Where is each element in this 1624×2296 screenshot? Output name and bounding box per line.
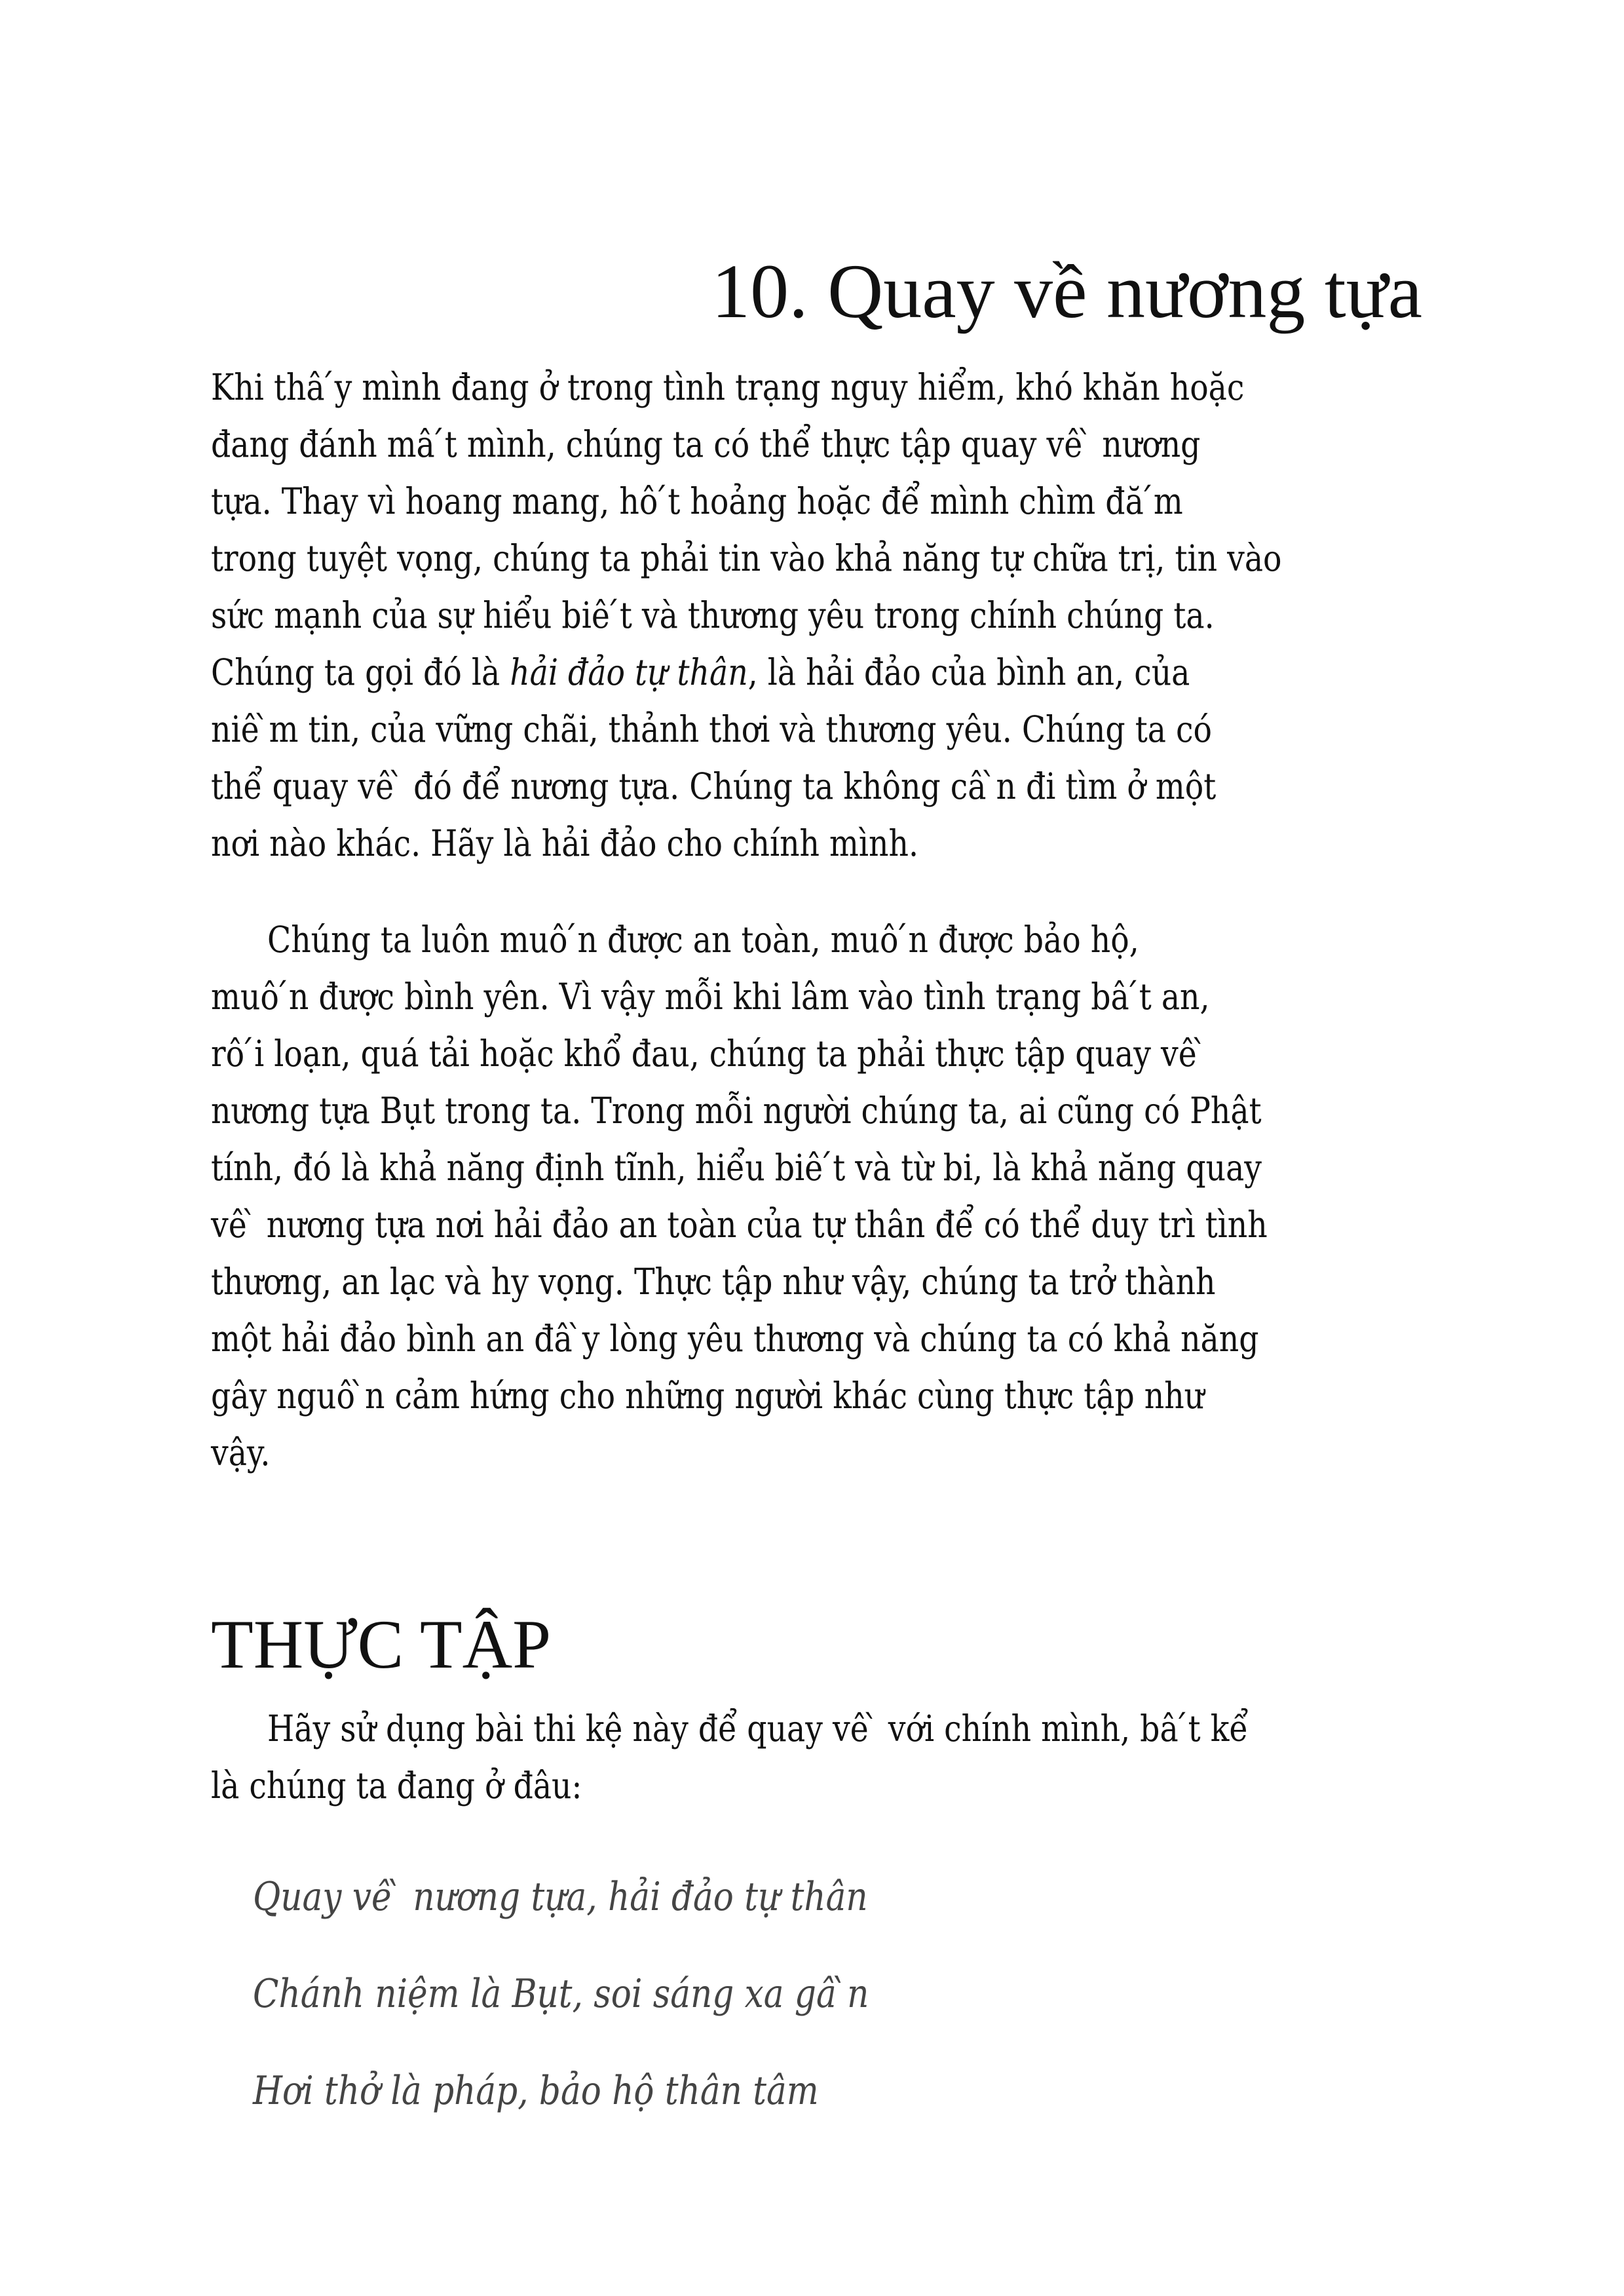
italic-term: hải đảo tự thân	[510, 651, 748, 693]
paragraph-line: một hải đảo bình an đâ ̀y lòng yêu thương và chúng ta có khả năng	[211, 1318, 1259, 1360]
paragraph-line: đang đánh mâ ́t mình, chúng ta có thể thực tập quay vê ̀ nương	[211, 423, 1201, 465]
poem-line: Hơi thở là pháp, bảo hộ thân tâm	[253, 2068, 819, 2114]
paragraph-line: nơi nào khác. Hãy là hải đảo cho chính mình.	[211, 822, 919, 864]
paragraph-line: gây nguô ̀n cảm hứng cho những người khác cùng thực tập như	[211, 1375, 1205, 1417]
paragraph-line: niê ̀m tin, của vững chãi, thảnh thơi và thương yêu. Chúng ta có	[211, 708, 1212, 750]
paragraph-line: tính, đó là khả năng định tĩnh, hiểu biê ́t và từ bi, là khả năng quay	[211, 1147, 1262, 1189]
paragraph-line	[211, 644, 1190, 701]
paragraph-line: vậy.	[211, 1432, 271, 1474]
paragraph-line: là chúng ta đang ở đâu:	[211, 1765, 582, 1807]
paragraph-line: sức mạnh của sự hiểu biê ́t và thương yêu trong chính chúng ta.	[211, 594, 1215, 636]
paragraph-line: Chúng ta luôn muô ́n được an toàn, muô ́n được bảo hộ,	[267, 919, 1139, 961]
paragraph-line: vê ̀ nương tựa nơi hải đảo an toàn của tự thân để có thể duy trì tình	[211, 1204, 1268, 1246]
text-run: , là hải đảo của bình an, của	[747, 651, 1190, 693]
poem-line: Chánh niệm là Bụt, soi sáng xa gâ ̀n	[253, 1971, 869, 2017]
paragraph-line: Khi thâ ́y mình đang ở trong tình trạng nguy hiểm, khó khăn hoặc	[211, 366, 1245, 408]
paragraph-line: rô ́i loạn, quá tải hoặc khổ đau, chúng ta phải thực tập quay vê ̀	[211, 1033, 1207, 1075]
paragraph-line: tựa. Thay vì hoang mang, hô ́t hoảng hoặc để mình chìm đă ́m	[211, 480, 1183, 522]
text-run: Chúng ta gọi đó là	[211, 651, 510, 693]
paragraph-line: nương tựa Bụt trong ta. Trong mỗi người chúng ta, ai cũng có Phật	[211, 1090, 1262, 1132]
poem-line: Quay vê ̀ nương tựa, hải đảo tự thân	[253, 1874, 868, 1920]
paragraph-line: muô ́n được bình yên. Vì vậy mỗi khi lâm vào tình trạng bâ ́t an,	[211, 976, 1210, 1018]
paragraph-line: Hãy sử dụng bài thi kệ này để quay vê ̀ với chính mình, bâ ́t kể	[267, 1708, 1249, 1750]
section-heading-practice: THỰC TẬP	[211, 1606, 552, 1683]
paragraph-line: thể quay vê ̀ đó để nương tựa. Chúng ta không câ ̀n đi tìm ở một	[211, 765, 1217, 807]
chapter-title: 10. Quay về nương tựa	[711, 248, 1422, 334]
paragraph-line: trong tuyệt vọng, chúng ta phải tin vào khả năng tự chữa trị, tin vào	[211, 537, 1282, 579]
paragraph-line: thương, an lạc và hy vọng. Thực tập như vậy, chúng ta trở thành	[211, 1261, 1216, 1303]
